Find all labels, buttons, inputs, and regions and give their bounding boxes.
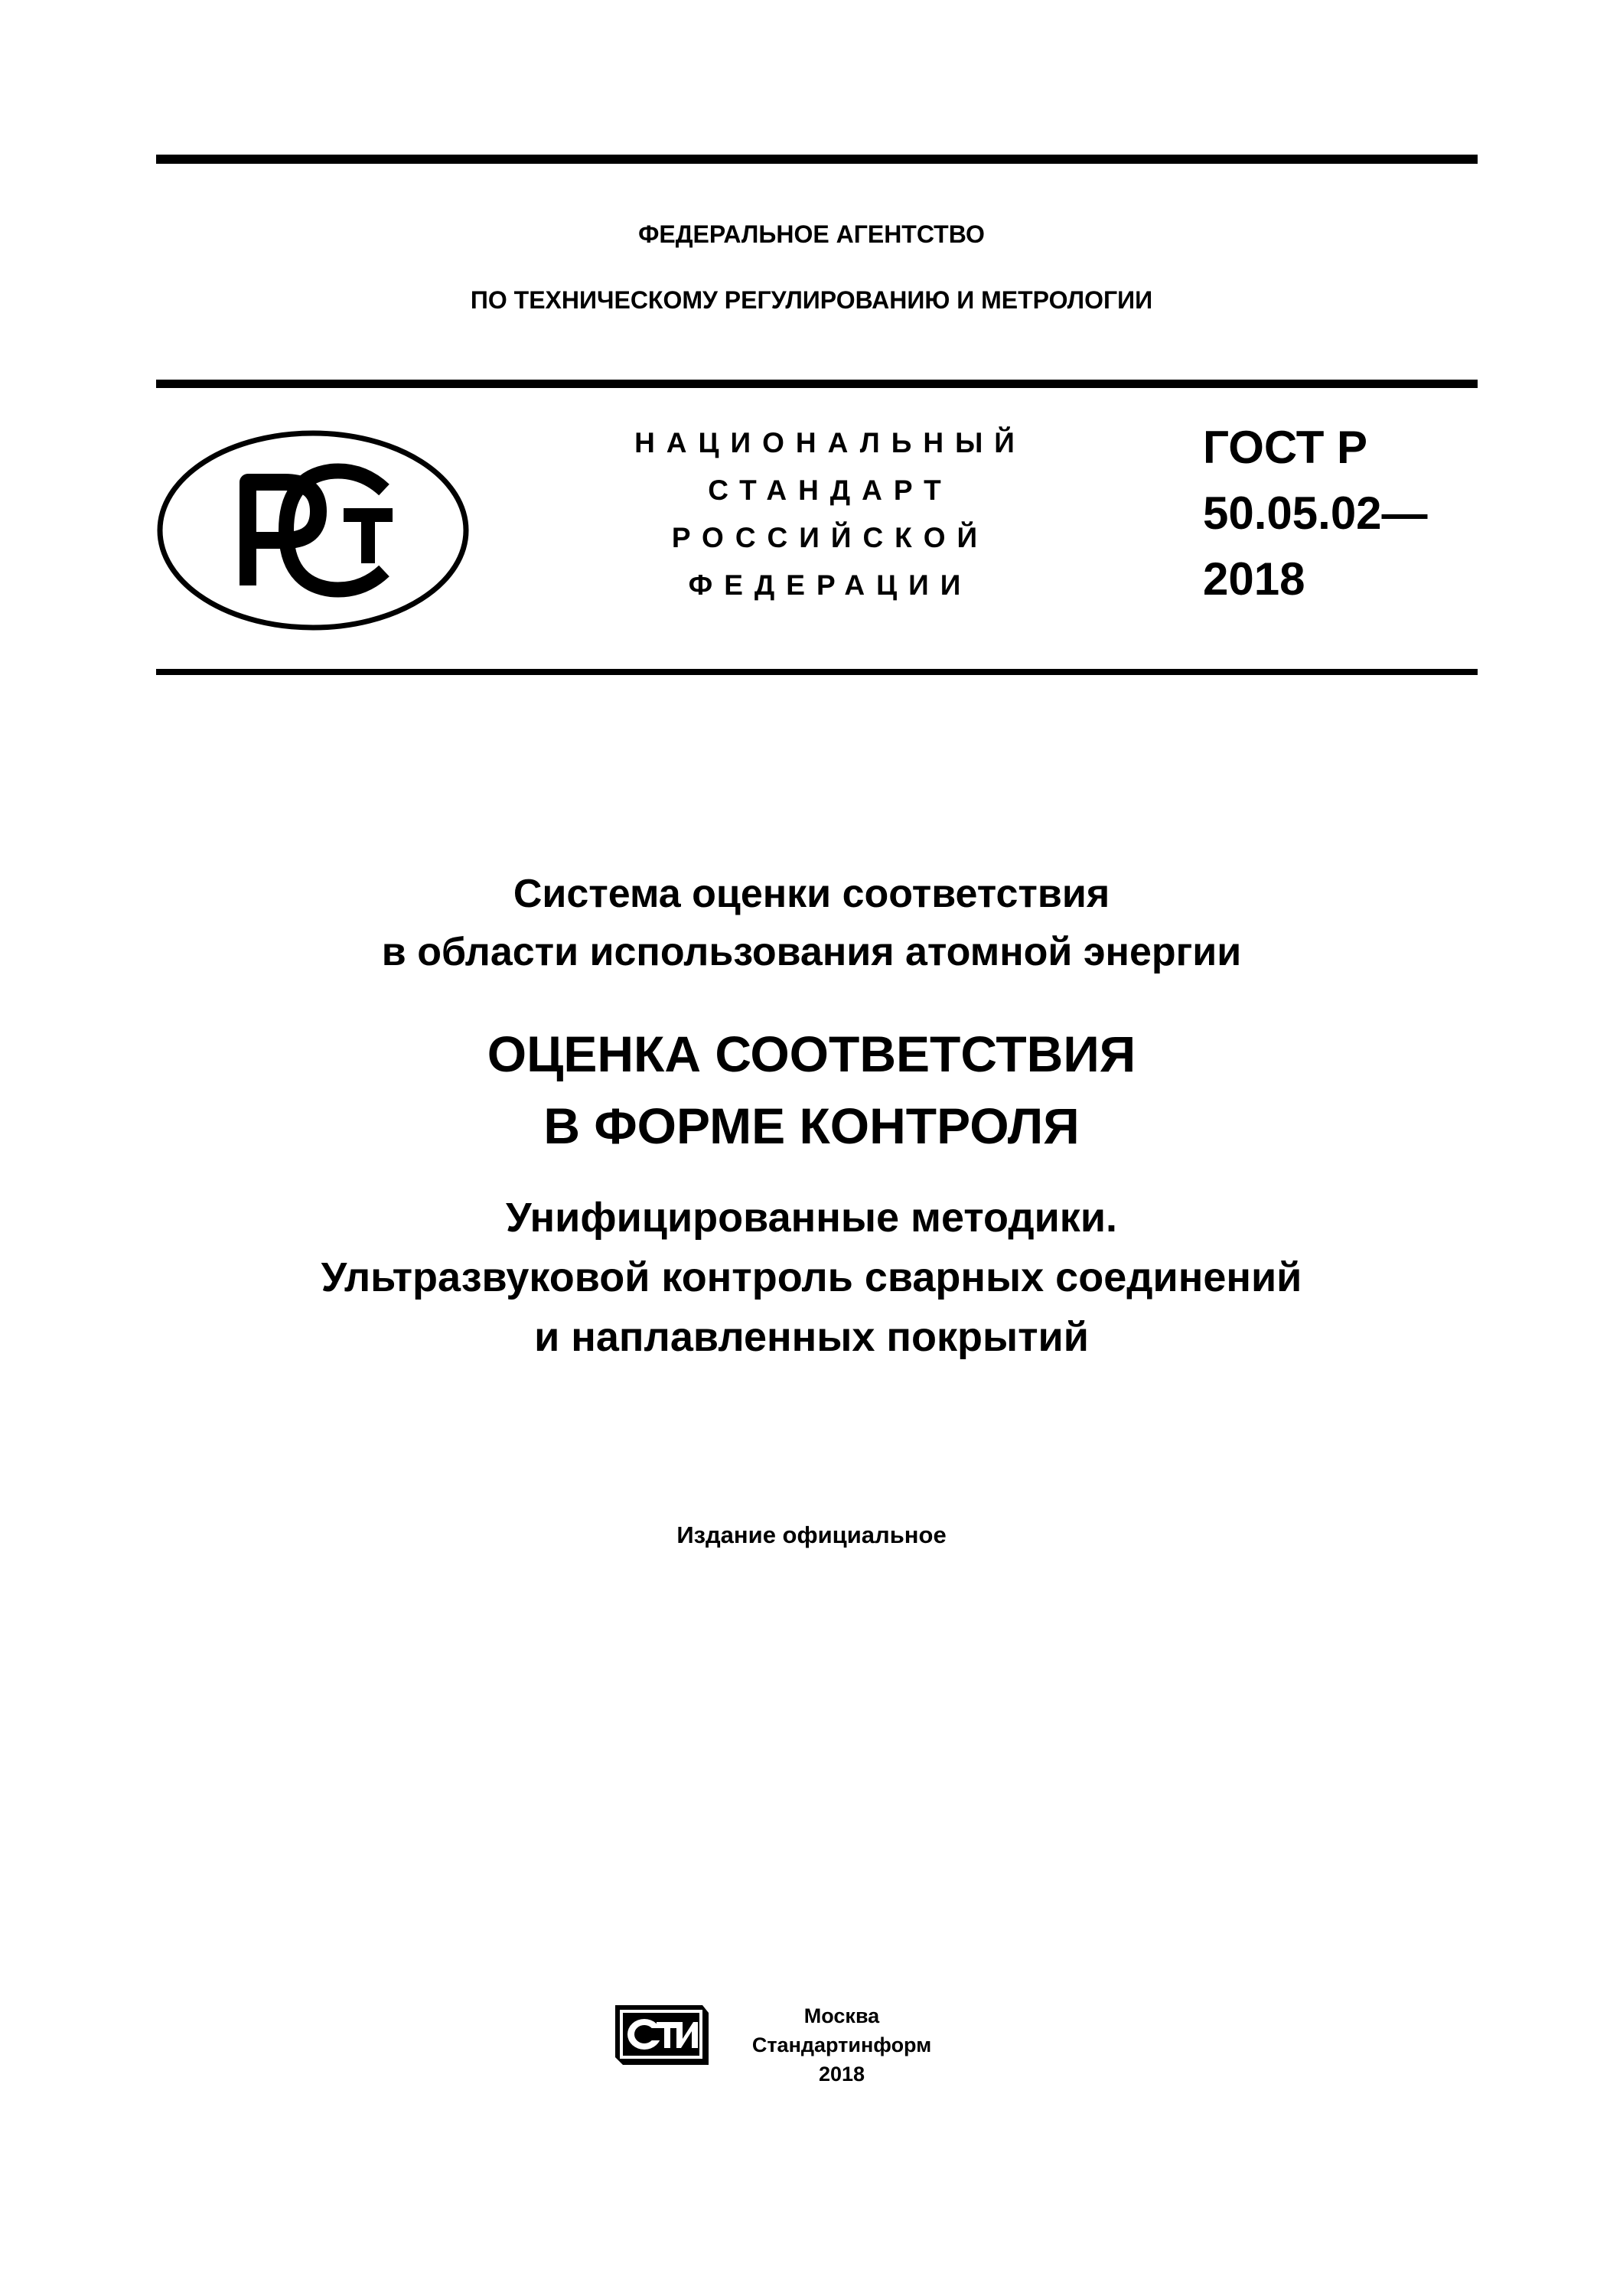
natstd-line-3: РОССИЙСКОЙ bbox=[671, 522, 989, 553]
header-rule bbox=[156, 380, 1478, 388]
subtitle-line-2: Ультразвуковой контроль сварных соединений bbox=[321, 1254, 1302, 1300]
national-standard-label bbox=[605, 419, 1056, 609]
designation-line-3: 2018 bbox=[1203, 553, 1305, 605]
publisher-city: Москва bbox=[803, 2004, 880, 2027]
standard-designation bbox=[1203, 415, 1428, 612]
agency-line-1: ФЕДЕРАЛЬНОЕ АГЕНТСТВО bbox=[638, 220, 985, 248]
designation-line-1: ГОСТ Р bbox=[1203, 422, 1368, 473]
series-title-line-2: в области использования атомной энергии bbox=[381, 930, 1242, 974]
top-rule bbox=[156, 155, 1478, 164]
edition-label: Издание официальное bbox=[676, 1521, 947, 1548]
series-title-line-1: Система оценки соответствия bbox=[513, 872, 1110, 916]
publisher-name: Стандартинформ bbox=[751, 2033, 932, 2056]
series-title bbox=[0, 865, 1623, 981]
agency-line-2: ПО ТЕХНИЧЕСКОМУ РЕГУЛИРОВАНИЮ И МЕТРОЛОГИИ bbox=[470, 286, 1153, 314]
subtitle bbox=[0, 1188, 1623, 1367]
subtitle-line-1: Унифицированные методики. bbox=[505, 1195, 1118, 1241]
rst-logo bbox=[156, 429, 470, 632]
lower-header-rule bbox=[156, 669, 1478, 675]
main-title bbox=[0, 1018, 1623, 1162]
main-title-line-2: В ФОРМЕ КОНТРОЛЯ bbox=[543, 1097, 1080, 1154]
designation-line-2: 50.05.02— bbox=[1203, 488, 1428, 539]
publisher-info bbox=[727, 2001, 957, 2089]
publisher-year: 2018 bbox=[818, 2063, 865, 2086]
publisher-logo bbox=[612, 1999, 712, 2068]
main-title-line-1: ОЦЕНКА СООТВЕТСТВИЯ bbox=[487, 1026, 1136, 1082]
natstd-line-4: ФЕДЕРАЦИИ bbox=[688, 569, 973, 601]
natstd-line-2: СТАНДАРТ bbox=[708, 475, 953, 506]
natstd-line-1: НАЦИОНАЛЬНЫЙ bbox=[634, 427, 1026, 458]
subtitle-line-3: и наплавленных покрытий bbox=[534, 1314, 1089, 1360]
